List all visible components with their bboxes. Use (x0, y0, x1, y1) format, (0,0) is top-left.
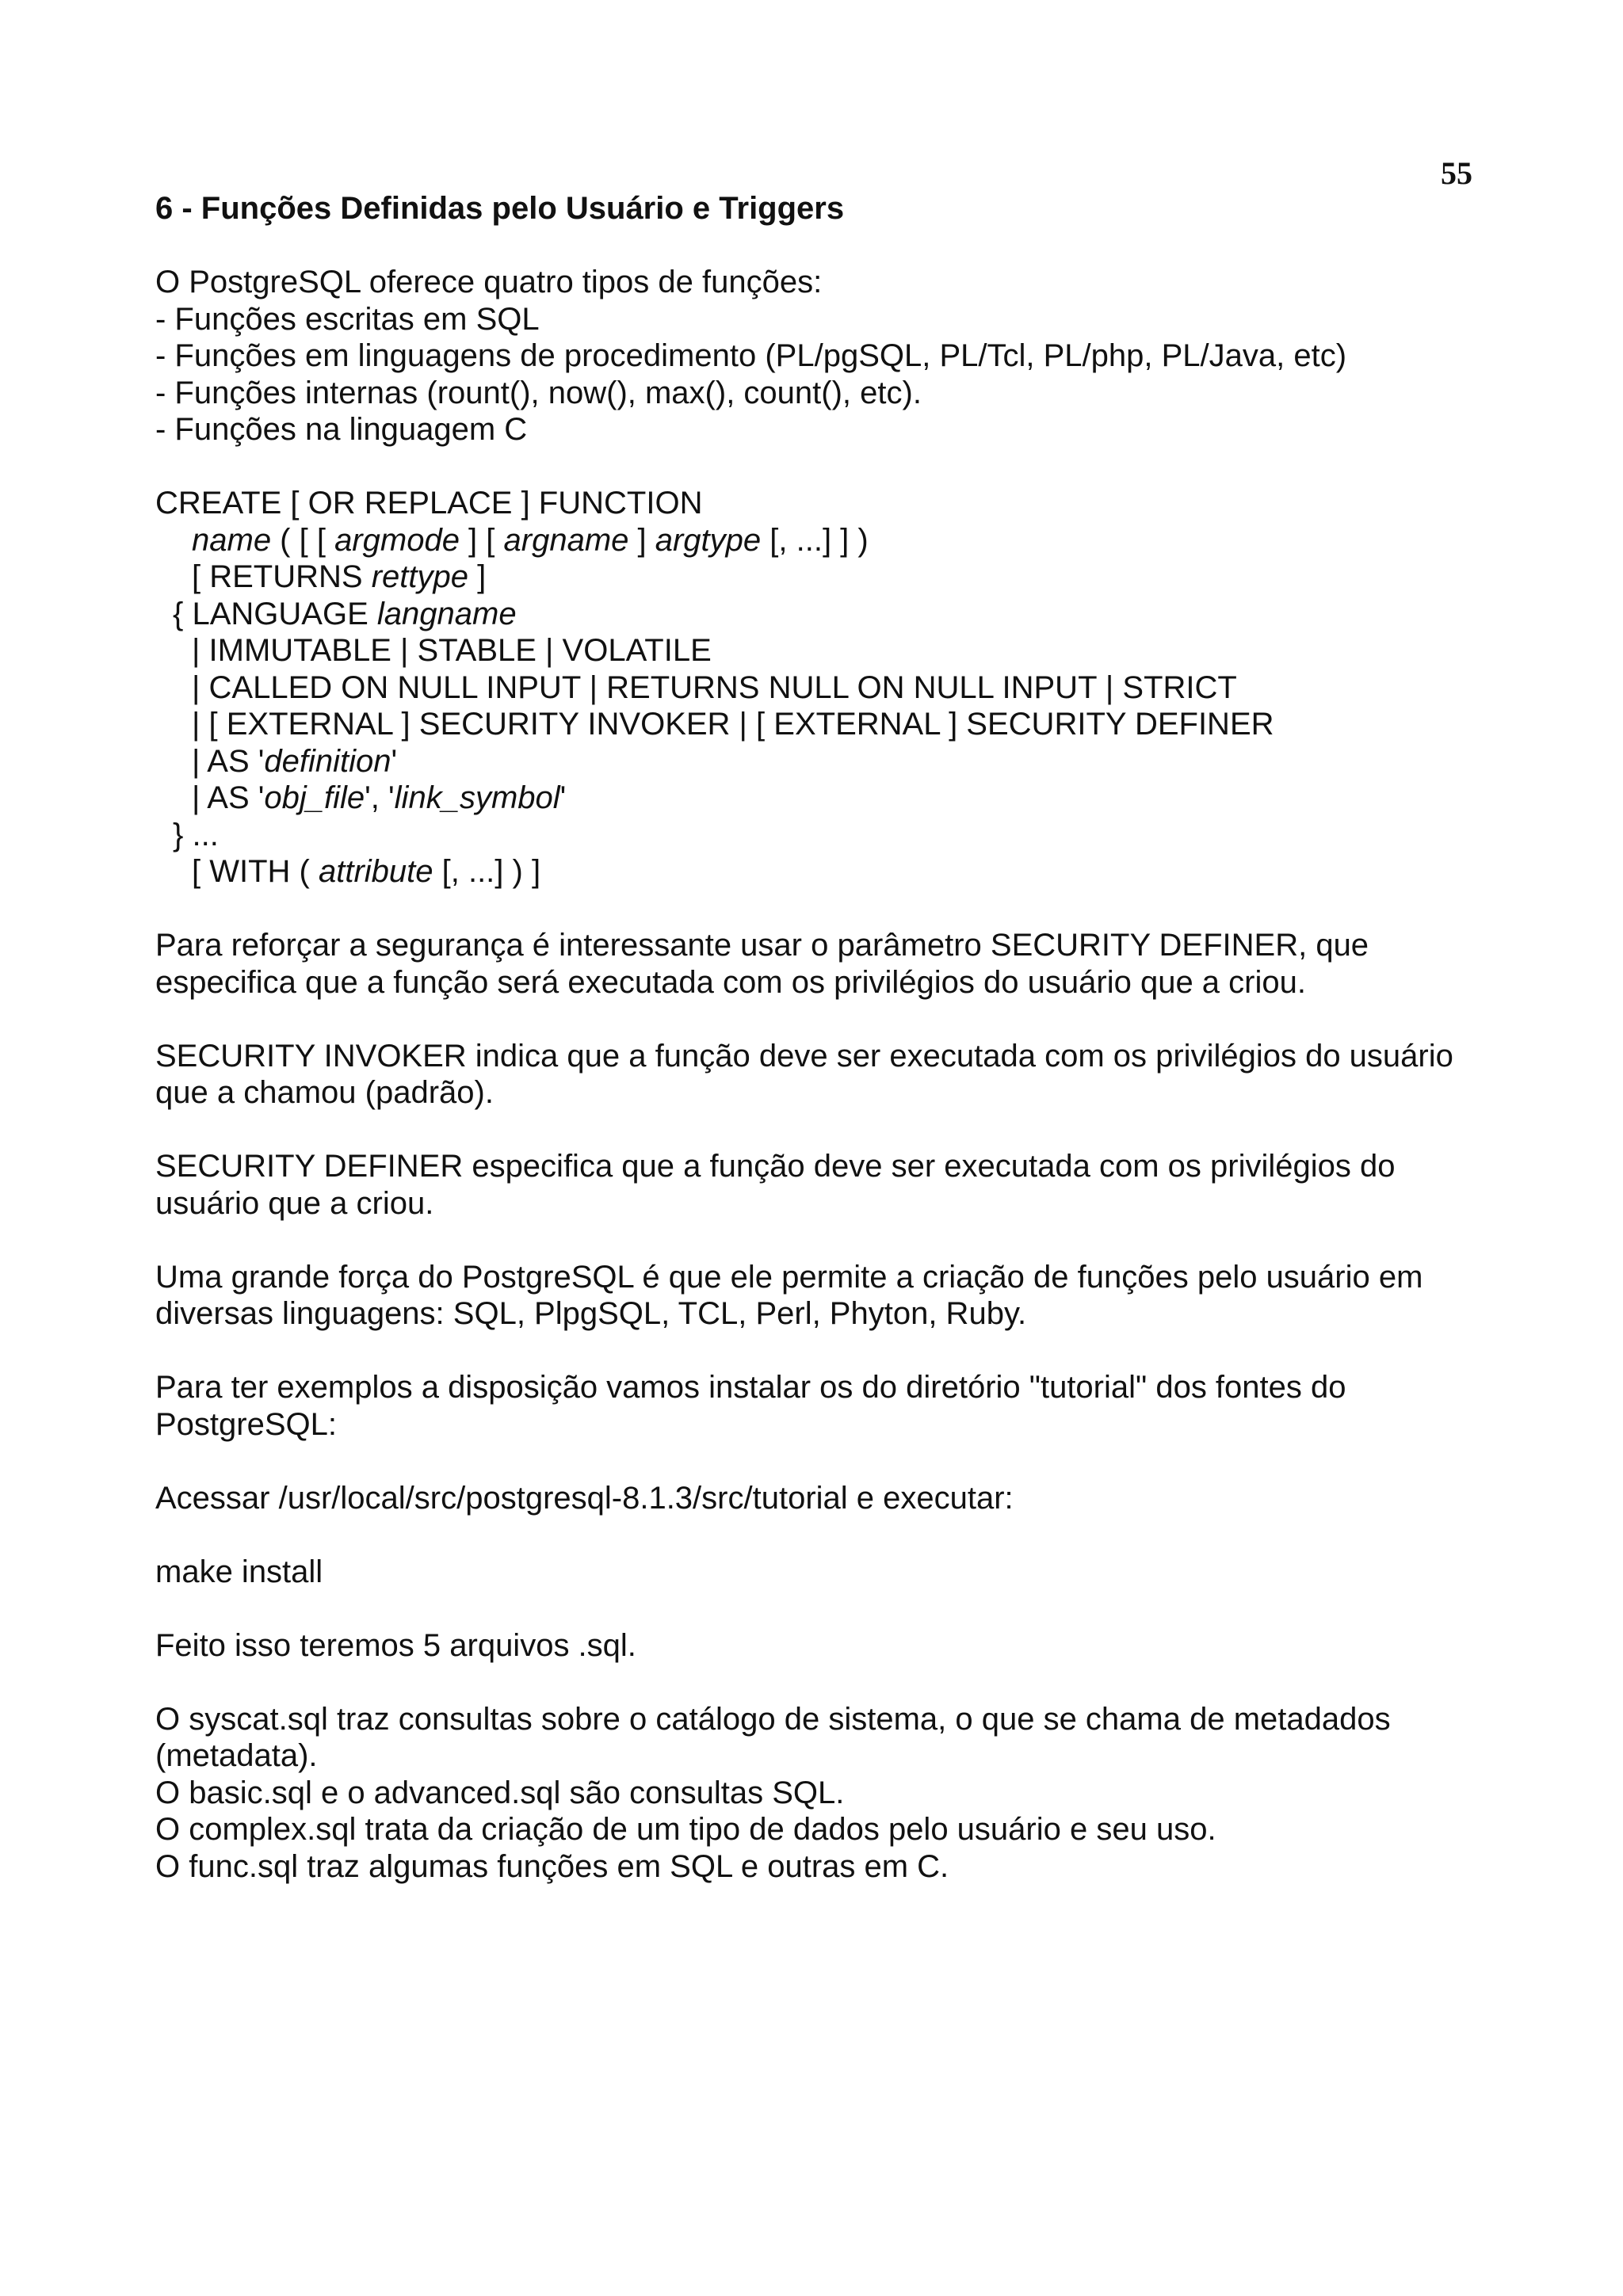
paragraph-line: Feito isso teremos 5 arquivos .sql. (155, 1627, 636, 1663)
paragraph-files-description (155, 1701, 1518, 1886)
syntax-block (155, 485, 1518, 891)
syntax-param: link_symbol (394, 780, 560, 815)
paragraph-line: O syscat.sql traz consultas sobre o catálogo de sistema, o que se chama de metadados (155, 1701, 1391, 1737)
syntax-param: definition (264, 743, 391, 779)
syntax-param: name (192, 522, 272, 558)
syntax-param: argmode (334, 522, 460, 558)
syntax-line: { LANGUAGE langname (173, 596, 517, 631)
intro-section (155, 264, 1518, 448)
syntax-line: | IMMUTABLE | STABLE | VOLATILE (192, 633, 712, 668)
paragraph-line: Para reforçar a segurança é interessante usar o parâmetro SECURITY DEFINER, que (155, 928, 1369, 963)
syntax-param: attribute (318, 854, 433, 889)
syntax-param: argtype (655, 522, 762, 558)
syntax-line: | AS 'obj_file', 'link_symbol' (192, 780, 567, 815)
syntax-param: obj_file (264, 780, 365, 815)
paragraph-line: Para ter exemplos a disposição vamos instalar os do diretório "tutorial" dos fontes do (155, 1370, 1346, 1405)
paragraph-line: O basic.sql e o advanced.sql são consultas SQL. (155, 1775, 845, 1810)
syntax-line: | CALLED ON NULL INPUT | RETURNS NULL ON NULL INPUT | STRICT (192, 669, 1237, 705)
paragraph-access-path (155, 1480, 1518, 1517)
page-number: 55 (1441, 155, 1472, 191)
syntax-line: name ( [ [ argmode ] [ argname ] argtype [, ...] ] ) (192, 522, 869, 558)
paragraph-definer-description (155, 1148, 1518, 1222)
syntax-param: argname (503, 522, 629, 558)
paragraph-files-count (155, 1627, 1518, 1665)
intro-lead: O PostgreSQL oferece quatro tipos de funções: (155, 265, 823, 299)
list-item: - Funções escritas em SQL (155, 301, 540, 337)
syntax-line: CREATE [ OR REPLACE ] FUNCTION (155, 486, 703, 521)
section-title: 6 - Funções Definidas pelo Usuário e Triggers (155, 191, 845, 226)
list-item: - Funções em linguagens de procedimento (PL/pgSQL, PL/Tcl, PL/php, PL/Java, etc) (155, 338, 1347, 373)
paragraph-line: Uma grande força do PostgreSQL é que ele permite a criação de funções pelo usuário em (155, 1259, 1423, 1295)
list-item: - Funções na linguagem C (155, 412, 528, 447)
paragraph-line: usuário que a criou. (155, 1185, 434, 1221)
paragraph-tutorial (155, 1369, 1518, 1443)
paragraph-languages (155, 1259, 1518, 1333)
paragraph-line: SECURITY INVOKER indica que a função deve ser executada com os privilégios do usuário (155, 1038, 1453, 1074)
paragraph-line: PostgreSQL: (155, 1406, 338, 1442)
command-line: make install (155, 1554, 323, 1589)
paragraph-line: especifica que a função será executada com os privilégios do usuário que a criou. (155, 964, 1306, 1000)
syntax-line: } ... (173, 817, 219, 852)
syntax-line: [ WITH ( attribute [, ...] ) ] (192, 854, 541, 889)
paragraph-security-invoker (155, 1038, 1518, 1112)
paragraph-security-definer (155, 927, 1518, 1001)
syntax-param: rettype (371, 559, 468, 594)
paragraph-line: que a chamou (padrão). (155, 1075, 494, 1110)
paragraph-line: diversas linguagens: SQL, PlpgSQL, TCL, Perl, Phyton, Ruby. (155, 1296, 1027, 1331)
paragraph-line: Acessar /usr/local/src/postgresql-8.1.3/src/tutorial e executar: (155, 1480, 1014, 1516)
document-body (155, 190, 1518, 1922)
paragraph-line: O func.sql traz algumas funções em SQL e outras em C. (155, 1848, 949, 1884)
list-item: - Funções internas (rount(), now(), max(), count(), etc). (155, 375, 922, 410)
paragraph-line: (metadata). (155, 1738, 318, 1773)
paragraph-command (155, 1554, 1518, 1591)
syntax-line: | [ EXTERNAL ] SECURITY INVOKER | [ EXTERNAL ] SECURITY DEFINER (192, 707, 1274, 742)
paragraph-line: SECURITY DEFINER especifica que a função deve ser executada com os privilégios do (155, 1149, 1396, 1184)
paragraph-line: O complex.sql trata da criação de um tipo de dados pelo usuário e seu uso. (155, 1812, 1216, 1847)
syntax-param: langname (376, 596, 517, 631)
syntax-line: [ RETURNS rettype ] (192, 559, 487, 594)
syntax-line: | AS 'definition' (192, 743, 398, 779)
